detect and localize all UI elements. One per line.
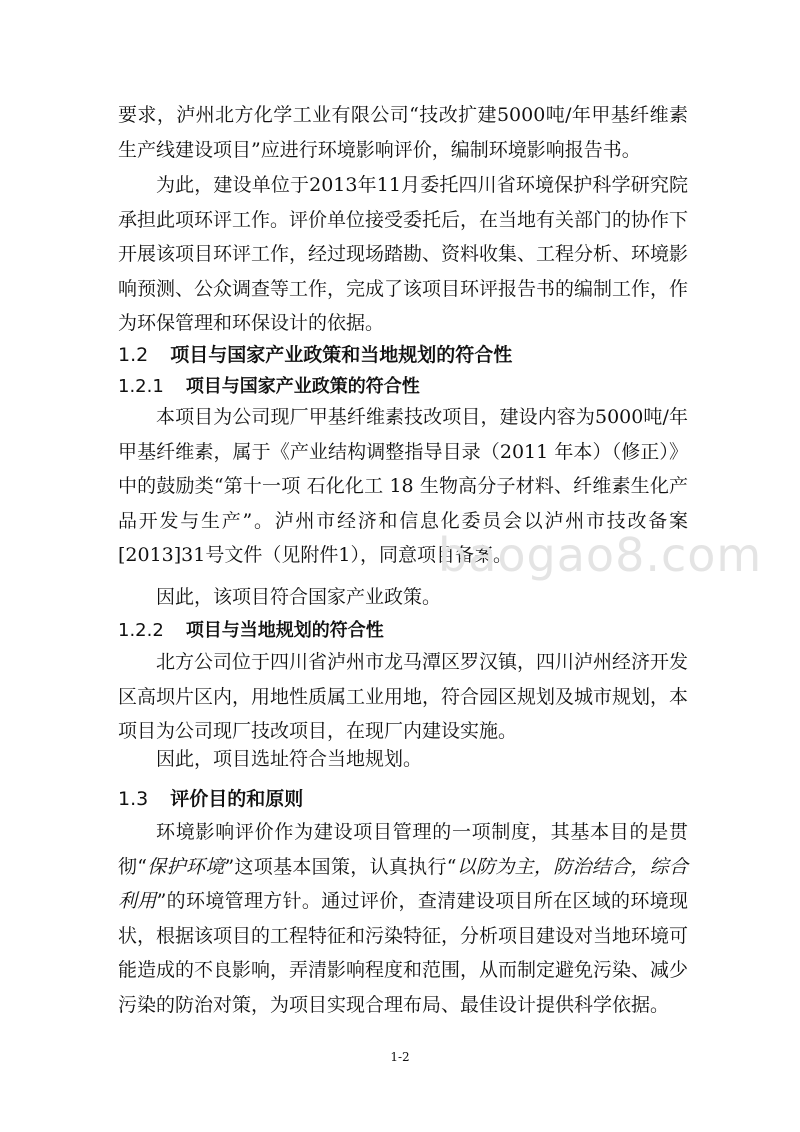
watermark: baogao8.com	[438, 528, 763, 582]
paragraph-commission: 为此，建设单位于2013年11月委托四川省环境保护科学研究院承担此项环评工作。评价单位接受委托后，在当地有关部门的协作下开展该项目环评工作，经过现场踏勘、资料收集、工程分析、环境影响预测、公众调查等工作，完成了该项目环评报告书的编制工作，作为环保管理和环保设计的依据。	[118, 174, 689, 335]
section-title: 评价目的和原则	[170, 788, 304, 810]
objectives-text-3: ”的环境管理方针。通过评价，查清建设项目所在区域的环境现状，根据该项目的工程特征和污染特征，分析项目建设对当地环境可能造成的不良影响，弄清影响程度和范围，从而制定避免污染、减少污染的防治对策，为项目实现合理布局、最佳设计提供科学依据。	[118, 890, 689, 1016]
paragraph-objectives	[118, 815, 688, 1023]
section-title: 项目与当地规划的符合性	[185, 620, 384, 641]
objectives-text-1: 环境影响评价作为建设项目管理的一项制度，其基本目的是贯彻“	[118, 821, 688, 878]
paragraph-policy: 本项目为公司现厂甲基纤维素技改项目，建设内容为5000吨/年甲基纤维素，属于《产业结构调整指导目录（2011 年本）（修正）》中的鼓励类“第十一项 石化化工 18 生物高分子材料、纤维素生化产品开发与生产”。泸州市经济和信息化委员会以泸州市技改备案[2013]31号文件（见附件1），同意项目备案。	[118, 406, 688, 567]
section-heading-1-3	[118, 784, 303, 814]
paragraph-intro-continuation: 要求，泸州北方化学工业有限公司“技改扩建5000吨/年甲基纤维素生产线建设项目”应进行环境影响评价，编制环境影响报告书。	[118, 104, 688, 161]
page-number: 1-2	[390, 1050, 410, 1064]
section-title: 项目与国家产业政策的符合性	[185, 376, 420, 397]
section-number: 1.3	[118, 788, 149, 810]
section-heading-1-2-1	[118, 372, 420, 402]
paragraph-policy-conclusion: 因此，该项目符合国家产业政策。	[156, 586, 442, 608]
section-number: 1.2.2	[118, 620, 164, 641]
section-heading-1-2-2	[118, 616, 384, 646]
section-number: 1.2.1	[118, 376, 164, 397]
section-title: 项目与国家产业政策和当地规划的符合性	[170, 344, 513, 366]
section-heading-1-2	[118, 340, 512, 370]
section-number: 1.2	[118, 344, 149, 366]
objectives-emphasis-2: 以防为主，防治结合，综合利用	[118, 855, 688, 913]
paragraph-location-conclusion: 因此，项目选址符合当地规划。	[156, 748, 423, 770]
objectives-emphasis-1: 保护环境	[147, 855, 225, 878]
paragraph-location: 北方公司位于四川省泸州市龙马潭区罗汉镇，四川泸州经济开发区高坝片区内，用地性质属工业用地，符合园区规划及城市规划，本项目为公司现厂技改项目，在现厂内建设实施。	[118, 651, 689, 743]
objectives-text-2: ”这项基本国策，认真执行“	[224, 855, 457, 878]
